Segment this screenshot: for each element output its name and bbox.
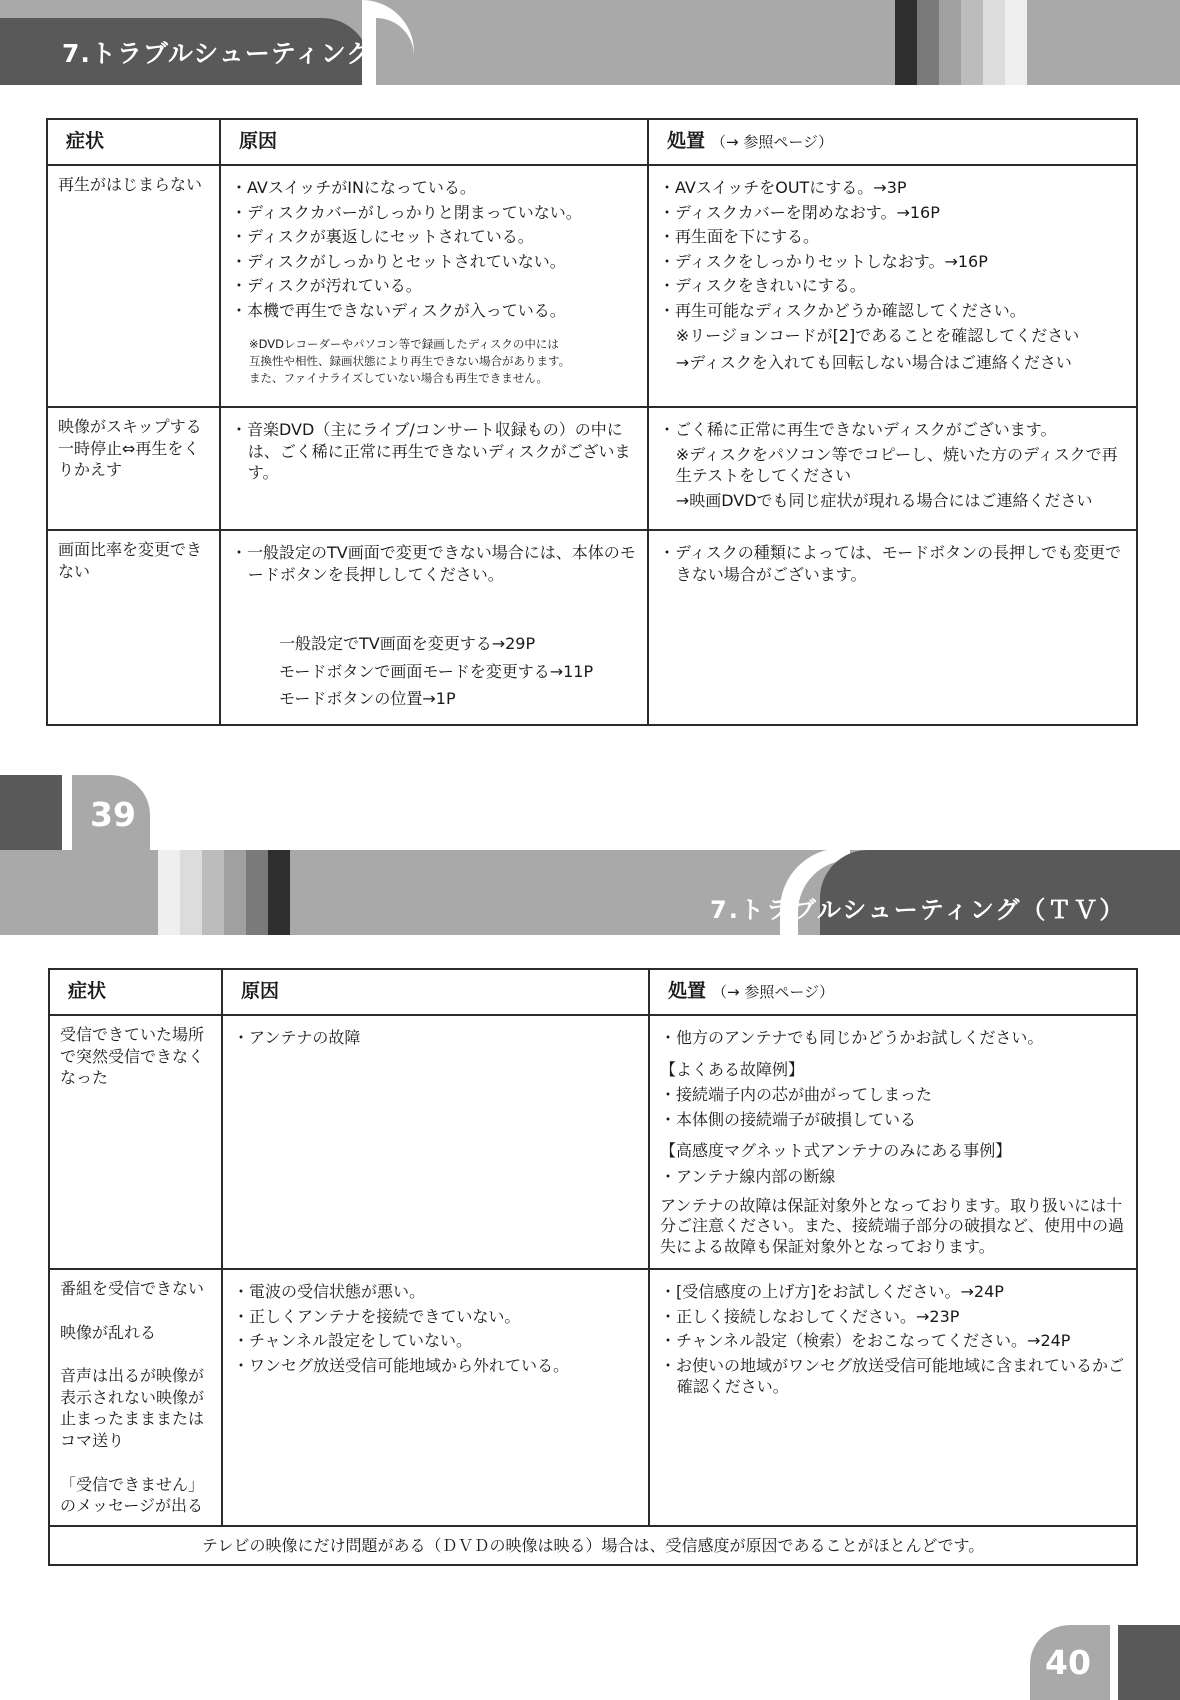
remedy-item: ・チャンネル設定（検索）をおこなってください。→24P <box>660 1331 1071 1351</box>
header-cause: 原因 <box>222 969 649 1015</box>
symptom-cell: 再生がはじまらない <box>47 165 220 407</box>
symptom-cell <box>49 1269 222 1526</box>
remedy-note: →映画DVDでも同じ症状が現れる場合にはご連絡ください <box>675 490 1093 510</box>
table-row <box>49 1269 1137 1526</box>
remedy-cell <box>648 165 1137 407</box>
page-number-tab <box>1030 1625 1180 1700</box>
header-symptom: 症状 <box>49 969 222 1015</box>
cause-item: ・ワンセグ放送受信可能地域から外れている。 <box>233 1355 570 1375</box>
header-stripes <box>158 850 290 935</box>
remedy-item: ・[受信感度の上げ方]をお試しください。→24P <box>660 1281 1004 1301</box>
remedy-item: ・本体側の接続端子が破損している <box>660 1109 917 1129</box>
reference-item: 一般設定でTV画面を変更する→29P <box>279 634 536 654</box>
remedy-item: ・アンテナ線内部の断線 <box>660 1166 836 1186</box>
cause-item: ・ディスクがしっかりとセットされていない。 <box>231 251 566 271</box>
table-header-row <box>49 969 1137 1015</box>
header-stripes <box>895 0 1027 85</box>
cause-item: ・本機で再生できないディスクが入っている。 <box>231 300 566 320</box>
remedy-item: ・お使いの地域がワンセグ放送受信可能地域に含まれているかご確認ください。 <box>660 1355 1125 1397</box>
cause-cell <box>220 530 648 725</box>
header-remedy: 処置 （→ 参照ページ） <box>649 969 1137 1015</box>
remedy-item: ・再生面を下にする。 <box>659 227 820 247</box>
symptom-cell: 画面比率を変更できない <box>47 530 220 725</box>
page-number: 40 <box>1045 1643 1091 1682</box>
remedy-cell <box>649 1015 1137 1269</box>
magnet-antenna-title: 【高感度マグネット式アンテナのみにある事例】 <box>660 1141 1012 1161</box>
symptom-item: 番組を受信できない <box>60 1278 205 1298</box>
table-row <box>47 165 1137 407</box>
header-symptom: 症状 <box>47 119 220 165</box>
remedy-item: ・AVスイッチをOUTにする。→3P <box>659 178 907 197</box>
header-band <box>0 0 1180 85</box>
remedy-item: ・ディスクの種類によっては、モードボタンの長押しでも変更できない場合がございます。 <box>659 543 1122 584</box>
header-cause: 原因 <box>220 119 648 165</box>
section-title: 7.トラブルシューティング <box>62 39 373 68</box>
remedy-item: ・他方のアンテナでも同じかどうかお試しください。 <box>660 1028 1044 1047</box>
symptom-cell: 映像がスキップする一時停止⇔再生をくりかえす <box>47 407 220 530</box>
remedy-item: ・接続端子内の芯が曲がってしまった <box>660 1085 933 1105</box>
remedy-cell <box>648 407 1137 530</box>
symptom-item: 「受信できません」のメッセージが出る <box>60 1474 205 1516</box>
cause-item: ・ディスクが裏返しにセットされている。 <box>231 227 534 247</box>
remedy-item: ・ディスクをきれいにする。 <box>659 276 866 296</box>
remedy-note: →ディスクを入れても回転しない場合はご連絡ください <box>675 353 1072 373</box>
remedy-cell <box>649 1269 1137 1526</box>
cause-item: ・音楽DVD（主にライブ/コンサート収録もの）の中には、ごく稀に正常に再生できないディスクがございます。 <box>231 420 631 483</box>
cause-cell <box>222 1015 649 1269</box>
table-footer-row <box>49 1526 1137 1566</box>
cause-cell <box>220 407 648 530</box>
troubleshooting-table <box>46 118 1138 726</box>
table-row <box>49 1015 1137 1269</box>
symptom-item: 映像が乱れる <box>60 1322 157 1342</box>
remedy-item: ・ごく稀に正常に再生できないディスクがございます。 <box>659 420 1057 439</box>
symptom-cell: 受信できていた場所で突然受信できなくなった <box>49 1015 222 1269</box>
troubleshooting-table <box>48 968 1138 1566</box>
cause-item: ・アンテナの故障 <box>233 1028 361 1047</box>
cause-item: ・ディスクが汚れている。 <box>231 276 422 296</box>
cause-item: ・チャンネル設定をしていない。 <box>233 1331 473 1351</box>
cause-note: ※DVDレコーダーやパソコン等で録画したディスクの中には 互換性や相性、録画状態により再生できない場合があります。 また、ファイナライズしていない場合も再生できません。 <box>249 336 571 386</box>
reference-item: モードボタンの位置→1P <box>279 689 456 709</box>
page-number-tab <box>0 775 150 860</box>
table-header-row <box>47 119 1137 165</box>
remedy-item: ・正しく接続しなおしてください。→23P <box>660 1306 960 1326</box>
reference-item: モードボタンで画面モードを変更する→11P <box>279 661 594 681</box>
remedy-item: ・再生可能なディスクかどうか確認してください。 <box>659 300 1026 320</box>
cause-references <box>279 633 637 710</box>
page-number: 39 <box>90 795 136 834</box>
cause-item: ・ディスクカバーがしっかりと閉まっていない。 <box>231 202 582 222</box>
cause-cell <box>222 1269 649 1526</box>
remedy-note: ※リージョンコードが[2]であることを確認してください <box>675 325 1080 345</box>
remedy-note: ※ディスクをパソコン等でコピーし、焼いた方のディスクで再生テストをしてください <box>675 444 1118 486</box>
table-row <box>47 530 1137 725</box>
warranty-note: アンテナの故障は保証対象外となっております。取り扱いには十分ご注意ください。また、接続端子部分の破損など、使用中の過失による故障も保証対象外となっております。 <box>660 1195 1125 1257</box>
remedy-cell <box>648 530 1137 725</box>
cause-item: ・一般設定のTV画面で変更できない場合には、本体のモードボタンを長押ししてください。 <box>231 543 636 584</box>
cause-item: ・電波の受信状態が悪い。 <box>233 1281 426 1301</box>
footer-note: テレビの映像にだけ問題がある（ＤＶＤの映像は映る）場合は、受信感度が原因であることがほとんどです。 <box>49 1526 1137 1566</box>
section-title: 7.トラブルシューティング（ＴＶ） <box>710 896 1126 924</box>
symptom-item: 音声は出るが映像が表示されない映像が止まったまままたは コマ送り <box>60 1366 205 1450</box>
header-remedy: 処置 （→ 参照ページ） <box>648 119 1137 165</box>
common-failures-title: 【よくある故障例】 <box>660 1059 805 1079</box>
cause-cell <box>220 165 648 407</box>
remedy-item: ・ディスクカバーを閉めなおす。→16P <box>659 202 940 222</box>
cause-item: ・AVスイッチがINになっている。 <box>231 178 476 197</box>
page-40 <box>0 850 1180 1700</box>
remedy-item: ・ディスクをしっかりセットしなおす。→16P <box>659 251 988 271</box>
header-band <box>0 850 1180 935</box>
cause-item: ・正しくアンテナを接続できていない。 <box>233 1306 521 1326</box>
table-row <box>47 407 1137 530</box>
